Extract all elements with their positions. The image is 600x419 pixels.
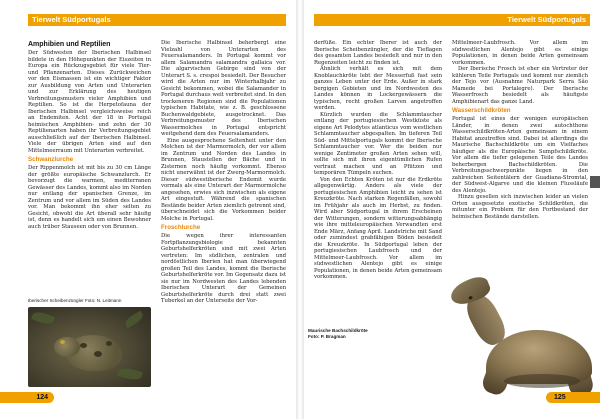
right-header-bar: [314, 14, 590, 26]
paragraph-laubfrosch: Mittelmeer-Laubfrosch. Vor allem im südwestlichen Alentejo gibt es einige Populationen, in denen beide Arten gemeinsam vorkommen.: [452, 40, 588, 66]
right-header-title: Tierwelt Südportugals: [507, 15, 586, 24]
photo-caption-toad: Iberischer Scheibenzüngler Foto: N. Leitmann: [28, 298, 122, 303]
toad-spot: [94, 351, 102, 357]
thumb-index-tab: [590, 176, 600, 188]
paragraph-frosch: Der Iberische Frosch ist eher ein Vertreter der kühleren Teile Portugals und kommt nur ziemlich der Tejo vor (Ausnahme Naturpark Serra São Mamede bei Portalegre). Der Iberische Wasserfrosch besiedelt als häufigste Amphibienart das ganze Land.: [452, 66, 588, 105]
subheading-schwanzlurche: Schwanzlurche: [28, 156, 74, 163]
toad-spot: [106, 341, 112, 346]
paragraph-kroeten: Von den Echten Kröten ist nur die Erdkröte allgegenwärtig. Anders als viele der portugiesischen Amphibien leicht zu sehen ist Kreuzkröte. Nach starken Regenfällen, sowohl im Frühjahr als auch im Herbst, zu finden. Wird aber Südportugal in ihrem Erscheinen der Witterungen, sondern witterungsabhängig wie ihre mitteleuropäischen Verwandten erst Ende März, Anfang April. Landstriche mit Sand oder zumindest grabfähigen Böden besiedelt die Kreuzkröte. In Südportugal leben der portugiesischen Laubfrosch und der Mittelmeer-Laubfrosch. Vor allem im südwestlichen Alentejo gibt es einige Populationen, in denen beide Arten gemeinsam vorkommen.: [314, 176, 442, 280]
page-number-left: 124: [0, 392, 54, 403]
paragraph-schildkroeten: Portugal ist eines der wenigen europäischen Länder, in denen zwei autochthone Wasserschildkröten-Arten gemeinsam in einem Habitat anzutreffen sind. Dabei ist allerdings die Maurische Bachschildkröte um ein Vielfaches häufiger als die Europäische Sumpfschildkröte. Vor allem die tiefer gelegenen Teile des Landes beherbergen Bachschildkröten. Die Verbreitungsschwerpunkte liegen in den zahlreichen Seitentälern der Guadiana-Stromtal, der Südwest-Algarve und die kleinen Flussläufe des Alentejo.: [452, 116, 588, 194]
paragraph-feuersalamander: Die Iberische Halbinsel beherbergt eine Vielzahl von Unterarten des Feuersalamanders. In Portugal kommt vor allem Salamandra salamandra gallaica vor. Die algarvischen Gebirge sind von der Unterart S. s. crespoi besiedelt. Der Besucher wird die Arten nur im Winterhalbjahr zu Gesicht bekommen, wobei die Salamander in Portugal durchaus weit verbreitet sind. In den trockeneren Regionen sind die Populationen typischen Habitate, wie z. B. geschlossene Buchenwaldgebiete, ausgetrocknet. Das Verbreitungsmuster des Iberischen Wassermolches in Portugal entspricht weitgehend dem des Feuersalamanders.: [161, 40, 286, 137]
paragraph-marmormolch: Eine ausgesprochene Seltenheit unter den Molchen ist der Marmormolch, der vor allem im Zentrum und Norden des Landes in Brunnen, Staustellen der Bäche und in Zisternen noch häufig vorkommt. Ebenso nicht unerwähnt ist der Zwerg-Marmormolch. Dieser südwestiberische Endemit wurde vormals als eine Unterart der Marmormolche angesehen, erwies sich inzwischen als eigene Art eingestuft. Während die spanischen Bestände beider Arten ziemlich getrennt sind, überschneidet sich die Vorkommen beider Molche in Portugal.: [161, 137, 286, 222]
right-column-1: [314, 40, 442, 410]
section-heading: Amphibien und Reptilien: [28, 41, 111, 48]
photo-caption-turtle: Maurische Bachschildkröte Foto: P. Bragman: [308, 328, 368, 339]
right-page: [304, 0, 600, 419]
subheading-wasserschildkroeten: Wasserschildkröten: [452, 107, 511, 114]
paragraph-rippenmolch: Der Rippenmolch ist mit bis zu 30 cm Länge der größte europäische Schwanzlurch. Er bevorzugt die warmen, mediterranen Gewässer des Landes, kommt also im Norden nur entlang der spanischen Grenze, im Zentrum und vor allem im Süden des Landes vor. Man bekommt ihn eher selten zu Gesicht, obwohl die Art überall sehr häufig ist, denn es handelt sich um einen Bewohner auch trüber Stauseen oder von Brunnen.: [28, 165, 151, 230]
toad-head: [54, 337, 80, 357]
subheading-froschlurche: Froschlurche: [161, 224, 201, 231]
paragraph-exoten: Hinzu gesellen sich inzwischen leider an vielen Orten ausgesetzte exotische Schildkröten, die mitunter ein Problem für den Fortbestand der heimischen Bestände darstellen.: [452, 194, 588, 220]
paragraph-geburtshelferkroete: Die wegen ihrer interessanten Fortpflanzungsbiologie bekannten Geburtshelferkröten sind mit zwei Arten vertreten: Im südlichen, zentralen und nordöstlichen Iberien hat man überwiegend großen Teil des Landes, kommt die Iberische Geburtshelferkröte vor. Im Gegensatz dazu ist sie nur im Nordwesten des Landes lebenden Iberischen Unterart der Gemeinen Geburtshelferkröte durch drei statt zwei Tuberkel an der Unterseite der Vor-: [161, 233, 286, 304]
page-number-right: 125: [546, 392, 600, 403]
paragraph-schlammtaucher: Kürzlich wurden die Schlammtaucher entlang der portugiesischen Westküste als eigene Art Pelodytes atlanticus vom westlichen Schlammtaucher abgespalten. Im tieferen Teil Süd- und Mittelportugals kommt der Iberische Schlammtaucher vor. Wer die beiden nur wenige Zentimeter großen Arten sehen will, sollte sich mit ihren eigentümlichen Rufen vertraut machen und an Pfützen und temporären Tümpeln suchen.: [314, 111, 442, 176]
leaf-decor: [117, 366, 143, 382]
leaf-decor: [31, 310, 55, 327]
toad-eye: [60, 340, 65, 344]
left-header-title: Tierwelt Südportugals: [32, 15, 111, 24]
leaf-decor: [123, 311, 145, 329]
turtle-shadow: [504, 374, 580, 388]
toad-spot: [80, 343, 87, 348]
left-page: [0, 0, 296, 419]
paragraph-scheibenzuengler: derfüße. Ein echter Iberer ist auch der Iberische Scheibenzüngler, der die Tieflagen des gesamten Landes besiedelt und nur in den Regenzeiten leicht zu finden ist.: [314, 40, 442, 66]
left-header-bar: [28, 14, 286, 26]
book-gutter: [296, 0, 304, 419]
photo-toad: [28, 307, 151, 387]
intro-paragraph: Der Südwesten der Iberischen Halbinsel bildete in den Höhepunkten der Eiszeiten in Europa ein Rückzugsgebiet für viele Tier- und Pflanzenarten. Dieses Zurückweichen vor den Eismassen ist ein wichtiger Faktor zur Ausbildung von Arten und Unterarten und zur Erklärung des heutigen Verbreitungsmusters vieler Amphibien und Reptilien. So ist die Herpetofauna der Iberischen Halbinsel vergleichsweise reich an Endemiten. Acht der 18 in Portugal heimischen Amphibien- und zehn der 30 Reptilienarten haben ihr Verbreitungsgebiet ausschließlich auf der Iberischen Halbinsel. Viele der übrigen Arten sind auf den Mittelmeerraum mit Unterarten verbreitet.: [28, 50, 151, 154]
left-column-2: [161, 40, 286, 410]
left-column-1: [28, 40, 151, 293]
paragraph-messerfuss: Ähnlich verhält es sich mit dem Knoblauchkröte lebt der Messerfuß fast sein ganzes Leben unter der Erde. Außer in stark bergigen Gebieten und im Nordwesten des Landes können in Lockergewässern die typischen, recht großen Larven angetroffen werden.: [314, 66, 442, 111]
turtle-eye: [468, 296, 473, 300]
